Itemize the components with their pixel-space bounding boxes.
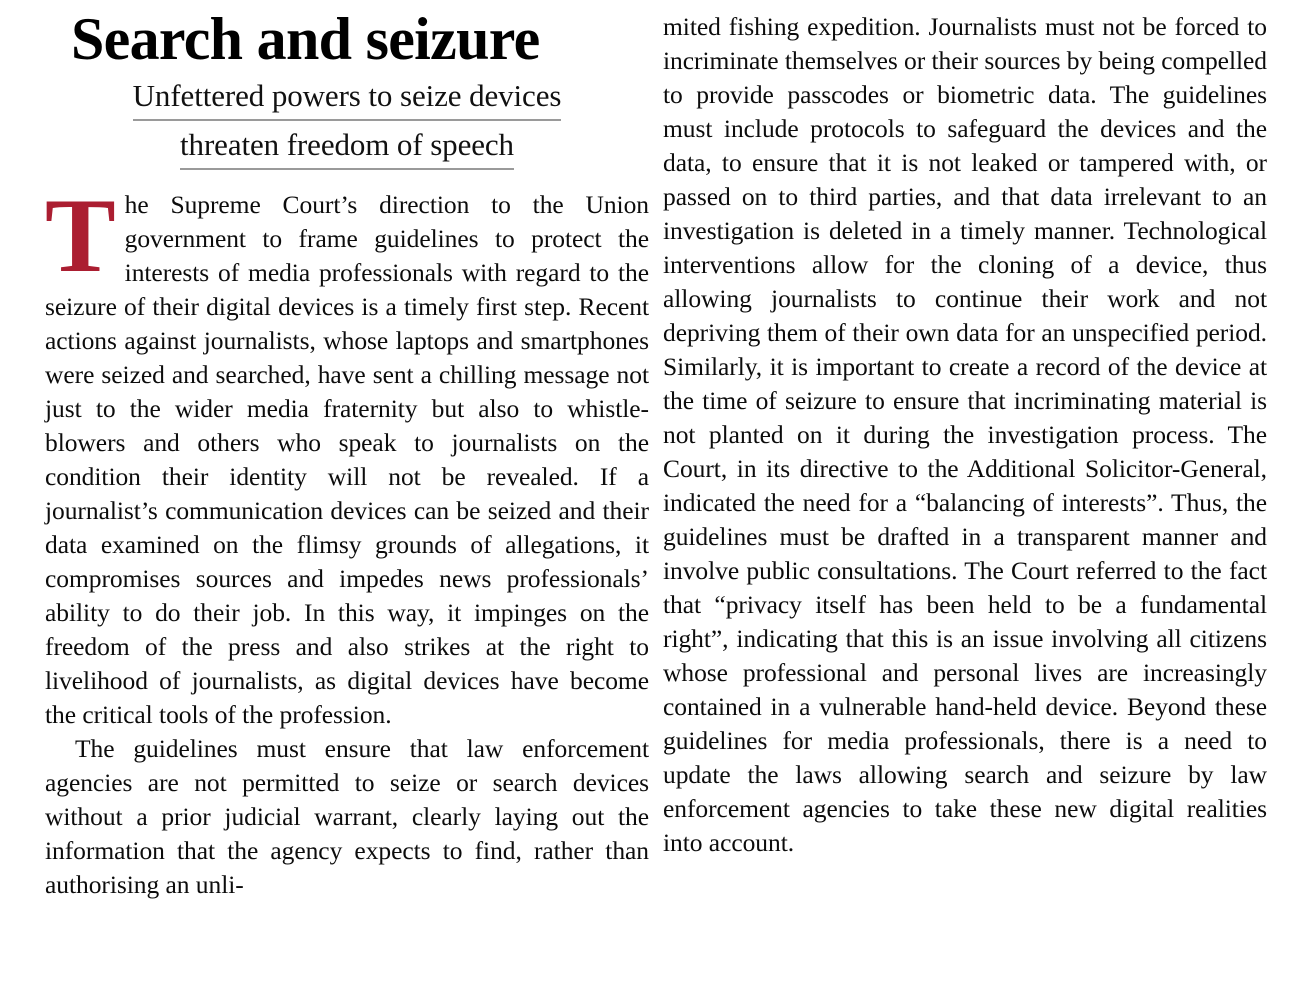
masthead [45,0,649,174]
page-title: Search and seizure [71,6,540,72]
paragraph-2-continuation: mited fishing expedition. Journalists must not be forced to incriminate themselves or their sources by being compelled to provide passcodes or biometric data. The guidelines must include protocols to safeguard the devices and the data, to ensure that it is not leaked or tampered with, or passed on to third parties, and that data irrelevant to an investigation is deleted in a timely manner. Technological interventions allow for the cloning of a device, thus allowing journalists to continue their work and not depriving them of their own data for an unspecified period. Similarly, it is important to create a record of the device at the time of seizure to ensure that incriminating material is not planted on it during the investigation process. The Court, in its directive to the Additional Solicitor-General, indicated the need for a “balancing of interests”. Thus, the guidelines must be drafted in a transparent manner and involve public consultations. The Court referred to the fact that “privacy itself has been held to be a fundamental right”, indicating that this is an issue involving all citizens whose professional and personal lives are increasingly contained in a vulnerable hand-held device. Beyond these guidelines for media professionals, there is a need to update the laws allowing search and seizure by law enforcement agencies to take these new digital realities into account. [663,12,1267,857]
subheading-line-2: threaten freedom of speech [180,125,514,170]
article-column-right [663,0,1267,1000]
paragraph-1 [45,177,649,732]
article-body-left [45,177,649,902]
article-body-right [663,0,1267,860]
paragraph-2: The guidelines must ensure that law enforcement agencies are not permitted to seize or search devices without a prior judicial warrant, clearly laying out the information that the agency expects to find, rather than authorising an unli- [45,734,649,900]
subheading-line-1: Unfettered powers to seize devices [133,76,562,121]
subheading [45,76,649,174]
paragraph-1-text: he Supreme Court’s direction to the Union government to frame guidelines to protect the interests of media professionals with regard to the seizure of their digital devices is a timely first step. Recent actions against journalists, whose laptops and smartphones were seized and searched, have sent a chilling message not just to the wider media fraternity but also to whistle-blowers and others who speak to journalists on the condition their identity will not be revealed. If a journalist’s communication devices can be seized and their data examined on the flimsy grounds of allegations, it compromises sources and impedes news professionals’ ability to do their job. In this way, it impinges on the freedom of the press and also strikes at the right to livelihood of journalists, as digital devices have become the critical tools of the profession. [45,190,649,730]
drop-cap: T [45,177,116,295]
article-column-left [45,0,649,1000]
